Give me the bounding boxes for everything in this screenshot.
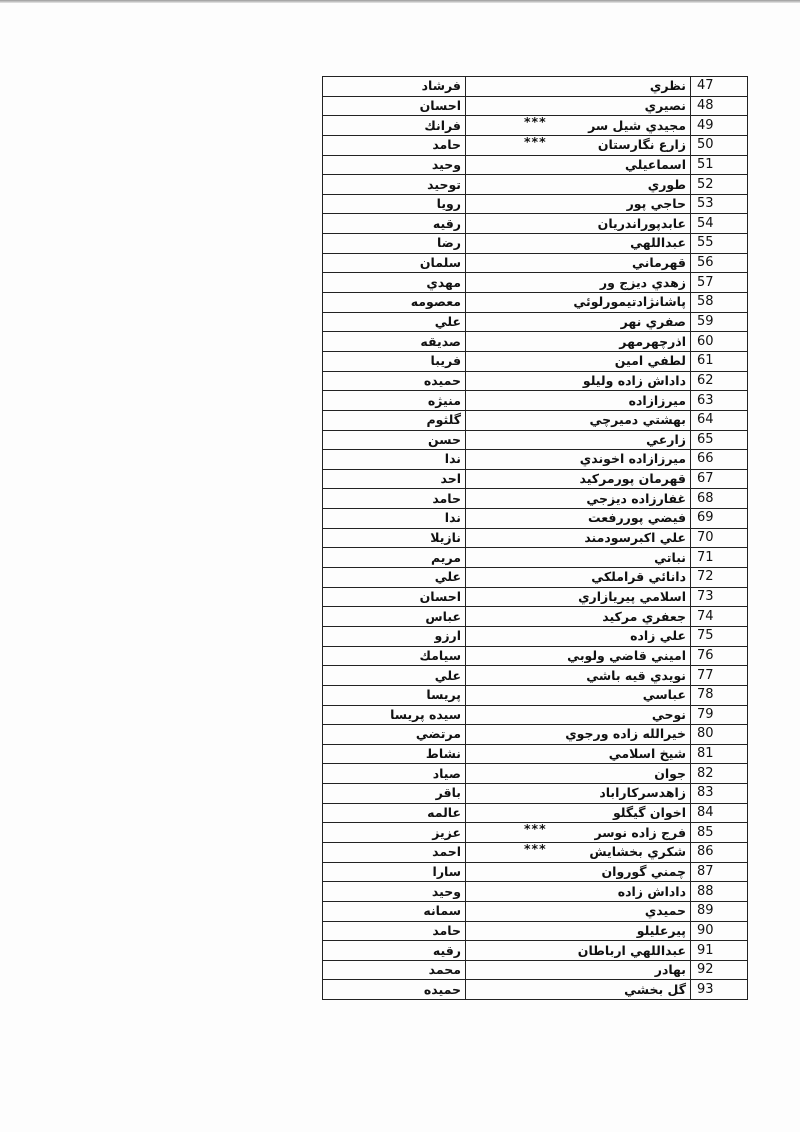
table-row <box>323 980 748 1000</box>
table-row <box>323 803 748 823</box>
table-row <box>323 823 748 843</box>
table-row <box>323 587 748 607</box>
first-name-cell: سلمان <box>323 253 466 273</box>
first-name-cell: محمد <box>323 960 466 980</box>
row-number-cell: 62 <box>691 371 748 391</box>
last-name-text: شكري بخشايش <box>589 844 686 860</box>
row-number-cell: 75 <box>691 626 748 646</box>
first-name-cell: صديقه <box>323 332 466 352</box>
table-row <box>323 941 748 961</box>
first-name-cell: احمد <box>323 842 466 862</box>
table-row <box>323 509 748 529</box>
first-name-cell: احسان <box>323 96 466 116</box>
row-number-cell: 84 <box>691 803 748 823</box>
first-name-cell: فرانك <box>323 116 466 136</box>
first-name-cell: باقر <box>323 784 466 804</box>
first-name-cell: سيده پريسا <box>323 705 466 725</box>
last-name-cell <box>466 607 691 627</box>
last-name-cell <box>466 960 691 980</box>
row-number-cell: 59 <box>691 312 748 332</box>
scan-edge <box>0 0 800 3</box>
first-name-cell: عالمه <box>323 803 466 823</box>
table-row <box>323 175 748 195</box>
last-name-text: گل بخشي <box>624 981 686 997</box>
last-name-text: فرج زاده نوسر <box>594 824 686 840</box>
last-name-cell <box>466 214 691 234</box>
last-name-cell <box>466 253 691 273</box>
last-name-text: حاجي پور <box>626 196 686 212</box>
last-name-text: چمني گوروان <box>601 863 686 879</box>
last-name-text: پيرعليلو <box>636 922 686 938</box>
row-number-cell: 81 <box>691 744 748 764</box>
last-name-cell <box>466 410 691 430</box>
row-number-cell: 85 <box>691 823 748 843</box>
row-number-cell: 80 <box>691 725 748 745</box>
last-name-cell <box>466 646 691 666</box>
last-name-cell <box>466 882 691 902</box>
first-name-cell: مريم <box>323 548 466 568</box>
first-name-cell: حامد <box>323 921 466 941</box>
first-name-cell: رضا <box>323 234 466 254</box>
table-row <box>323 784 748 804</box>
last-name-text: عبداللهي <box>630 235 686 251</box>
last-name-text: بهشتي دميرچي <box>589 412 686 428</box>
table-row <box>323 725 748 745</box>
last-name-cell <box>466 626 691 646</box>
last-name-text: داداش زاده <box>617 883 686 899</box>
last-name-cell <box>466 587 691 607</box>
row-number-cell: 89 <box>691 901 748 921</box>
table-row <box>323 626 748 646</box>
row-number-cell: 92 <box>691 960 748 980</box>
table-row <box>323 862 748 882</box>
row-number-cell: 76 <box>691 646 748 666</box>
last-name-text: اميني قاضي ولوبي <box>567 647 686 663</box>
row-number-cell: 55 <box>691 234 748 254</box>
last-name-cell <box>466 96 691 116</box>
last-name-cell <box>466 744 691 764</box>
table-row <box>323 744 748 764</box>
table-row <box>323 666 748 686</box>
row-number-cell: 65 <box>691 430 748 450</box>
table-row <box>323 568 748 588</box>
last-name-cell <box>466 921 691 941</box>
last-name-text: پاشانژادتيمورلوئي <box>573 294 686 310</box>
row-number-cell: 82 <box>691 764 748 784</box>
table-row <box>323 371 748 391</box>
table-body <box>323 77 748 1000</box>
last-name-text: زارعي <box>646 431 686 447</box>
table-row <box>323 469 748 489</box>
first-name-cell: ندا <box>323 509 466 529</box>
row-number-cell: 56 <box>691 253 748 273</box>
row-number-cell: 77 <box>691 666 748 686</box>
last-name-text: زارع نگارستان <box>597 137 686 153</box>
last-name-cell <box>466 823 691 843</box>
last-name-text: علي زاده <box>630 628 686 644</box>
last-name-cell <box>466 980 691 1000</box>
last-name-text: قهرماني <box>632 255 686 271</box>
first-name-cell: صياد <box>323 764 466 784</box>
last-name-cell <box>466 155 691 175</box>
row-number-cell: 68 <box>691 489 748 509</box>
last-name-cell <box>466 901 691 921</box>
row-number-cell: 83 <box>691 784 748 804</box>
table-row <box>323 548 748 568</box>
last-name-cell <box>466 234 691 254</box>
table-row <box>323 351 748 371</box>
row-number-cell: 70 <box>691 528 748 548</box>
table-row <box>323 135 748 155</box>
last-name-text: نوحي <box>651 706 686 722</box>
first-name-cell: احسان <box>323 587 466 607</box>
last-name-text: طوري <box>647 176 686 192</box>
last-name-text: اخوان گيگلو <box>612 805 686 821</box>
first-name-cell: حميده <box>323 371 466 391</box>
last-name-text: نباتي <box>654 549 686 565</box>
table-row <box>323 921 748 941</box>
last-name-text: نصيري <box>644 97 686 113</box>
last-name-cell <box>466 175 691 195</box>
first-name-cell: گلثوم <box>323 410 466 430</box>
table-row <box>323 764 748 784</box>
first-name-cell: عباس <box>323 607 466 627</box>
last-name-cell <box>466 842 691 862</box>
row-number-cell: 79 <box>691 705 748 725</box>
table-row <box>323 410 748 430</box>
last-name-cell <box>466 548 691 568</box>
asterisk-mark: *** <box>524 135 547 149</box>
row-number-cell: 74 <box>691 607 748 627</box>
table-row <box>323 234 748 254</box>
table-row <box>323 901 748 921</box>
last-name-text: زهدي ديزج ور <box>599 274 686 290</box>
asterisk-mark: *** <box>524 822 547 837</box>
first-name-cell: حسن <box>323 430 466 450</box>
last-name-text: شيخ اسلامي <box>608 746 686 762</box>
last-name-cell <box>466 351 691 371</box>
table-row <box>323 312 748 332</box>
first-name-cell: حامد <box>323 489 466 509</box>
asterisk-mark: *** <box>524 115 547 130</box>
last-name-text: صفري نهر <box>620 314 686 329</box>
first-name-cell: مرتضي <box>323 725 466 745</box>
table-row <box>323 194 748 214</box>
last-name-text: بهادر <box>654 962 686 978</box>
row-number-cell: 58 <box>691 293 748 313</box>
last-name-text: اسلامي پيريازاري <box>578 588 686 604</box>
table-row <box>323 96 748 116</box>
row-number-cell: 91 <box>691 941 748 961</box>
last-name-text: ميرزازاده اخوندي <box>579 451 686 467</box>
first-name-cell: علي <box>323 312 466 332</box>
table-row <box>323 882 748 902</box>
last-name-cell <box>466 705 691 725</box>
table-row <box>323 293 748 313</box>
last-name-cell <box>466 784 691 804</box>
first-name-cell: رويا <box>323 194 466 214</box>
last-name-cell <box>466 194 691 214</box>
row-number-cell: 50 <box>691 135 748 155</box>
last-name-cell <box>466 862 691 882</box>
row-number-cell: 49 <box>691 116 748 136</box>
row-number-cell: 90 <box>691 921 748 941</box>
first-name-cell: رقيه <box>323 214 466 234</box>
first-name-cell: ارزو <box>323 626 466 646</box>
last-name-text: عابدپوراندريان <box>597 215 686 231</box>
first-name-cell: نازيلا <box>323 528 466 548</box>
first-name-cell: سيامك <box>323 646 466 666</box>
first-name-cell: وحيد <box>323 882 466 902</box>
row-number-cell: 63 <box>691 391 748 411</box>
last-name-cell <box>466 371 691 391</box>
row-number-cell: 48 <box>691 96 748 116</box>
last-name-text: دانائي قراملكي <box>591 569 686 585</box>
table-row <box>323 685 748 705</box>
asterisk-mark: *** <box>524 842 547 856</box>
last-name-text: جوان <box>654 765 686 781</box>
first-name-cell: عزيز <box>323 823 466 843</box>
last-name-text: عباسي <box>642 687 686 703</box>
first-name-cell: سارا <box>323 862 466 882</box>
first-name-cell: رقيه <box>323 941 466 961</box>
last-name-cell <box>466 489 691 509</box>
names-table <box>322 76 748 1000</box>
table-row <box>323 253 748 273</box>
last-name-cell <box>466 312 691 332</box>
table-row <box>323 489 748 509</box>
last-name-text: مجيدي شيل سر <box>588 117 686 133</box>
last-name-cell <box>466 685 691 705</box>
row-number-cell: 53 <box>691 194 748 214</box>
last-name-text: نويدي قيه باشي <box>586 667 686 683</box>
first-name-cell: حامد <box>323 135 466 155</box>
table-row <box>323 705 748 725</box>
row-number-cell: 87 <box>691 862 748 882</box>
row-number-cell: 66 <box>691 450 748 470</box>
last-name-cell <box>466 941 691 961</box>
last-name-text: ميرزازاده <box>628 392 686 408</box>
table-row <box>323 273 748 293</box>
row-number-cell: 64 <box>691 410 748 430</box>
first-name-cell: علي <box>323 666 466 686</box>
row-number-cell: 78 <box>691 685 748 705</box>
last-name-cell <box>466 666 691 686</box>
last-name-text: زاهدسركاراباد <box>599 785 686 801</box>
last-name-cell <box>466 273 691 293</box>
row-number-cell: 51 <box>691 155 748 175</box>
first-name-cell: مهدي <box>323 273 466 293</box>
table-row <box>323 450 748 470</box>
row-number-cell: 88 <box>691 882 748 902</box>
last-name-cell <box>466 293 691 313</box>
row-number-cell: 54 <box>691 214 748 234</box>
row-number-cell: 93 <box>691 980 748 1000</box>
row-number-cell: 60 <box>691 332 748 352</box>
table-row <box>323 116 748 136</box>
table-row <box>323 77 748 97</box>
last-name-text: اسماعيلي <box>624 156 686 172</box>
table-row <box>323 155 748 175</box>
table-row <box>323 960 748 980</box>
first-name-cell: توحيد <box>323 175 466 195</box>
first-name-cell: حميده <box>323 980 466 1000</box>
table-row <box>323 646 748 666</box>
first-name-cell: پريسا <box>323 685 466 705</box>
first-name-cell: فرشاد <box>323 77 466 97</box>
last-name-text: جعفري مركيد <box>602 608 686 624</box>
table-row <box>323 391 748 411</box>
last-name-cell <box>466 528 691 548</box>
last-name-text: حميدي <box>644 903 686 919</box>
first-name-cell: معصومه <box>323 293 466 313</box>
first-name-cell: وحيد <box>323 155 466 175</box>
row-number-cell: 57 <box>691 273 748 293</box>
last-name-text: خيرالله زاده ورجوي <box>565 726 686 742</box>
last-name-cell <box>466 509 691 529</box>
last-name-text: اذرچهرمهر <box>619 333 686 349</box>
last-name-cell <box>466 450 691 470</box>
table-row <box>323 430 748 450</box>
table-row <box>323 528 748 548</box>
first-name-cell: علي <box>323 568 466 588</box>
last-name-text: نظري <box>649 78 686 94</box>
row-number-cell: 71 <box>691 548 748 568</box>
last-name-cell <box>466 568 691 588</box>
first-name-cell: منيژه <box>323 391 466 411</box>
last-name-cell <box>466 391 691 411</box>
last-name-cell <box>466 725 691 745</box>
row-number-cell: 73 <box>691 587 748 607</box>
row-number-cell: 86 <box>691 842 748 862</box>
last-name-text: فيضي پوررفعت <box>588 510 686 526</box>
table-row <box>323 607 748 627</box>
last-name-cell <box>466 332 691 352</box>
last-name-text: علي اكبرسودمند <box>584 530 686 546</box>
last-name-text: قهرمان پورمركيد <box>579 471 686 487</box>
last-name-text: داداش زاده وليلو <box>582 372 686 388</box>
last-name-cell <box>466 116 691 136</box>
table-row <box>323 214 748 234</box>
last-name-text: عبداللهي ارباطان <box>577 942 686 958</box>
row-number-cell: 61 <box>691 351 748 371</box>
last-name-text: غفارزاده ديزجي <box>586 490 686 506</box>
last-name-cell <box>466 764 691 784</box>
first-name-cell: نشاط <box>323 744 466 764</box>
last-name-cell <box>466 803 691 823</box>
last-name-text: لطفي امين <box>614 353 686 369</box>
first-name-cell: ندا <box>323 450 466 470</box>
first-name-cell: احد <box>323 469 466 489</box>
row-number-cell: 47 <box>691 77 748 97</box>
table-row <box>323 332 748 352</box>
first-name-cell: فريبا <box>323 351 466 371</box>
first-name-cell: سمانه <box>323 901 466 921</box>
row-number-cell: 69 <box>691 509 748 529</box>
last-name-cell <box>466 469 691 489</box>
row-number-cell: 67 <box>691 469 748 489</box>
last-name-cell <box>466 135 691 155</box>
row-number-cell: 52 <box>691 175 748 195</box>
table-row <box>323 842 748 862</box>
row-number-cell: 72 <box>691 568 748 588</box>
last-name-cell <box>466 430 691 450</box>
last-name-cell <box>466 77 691 97</box>
